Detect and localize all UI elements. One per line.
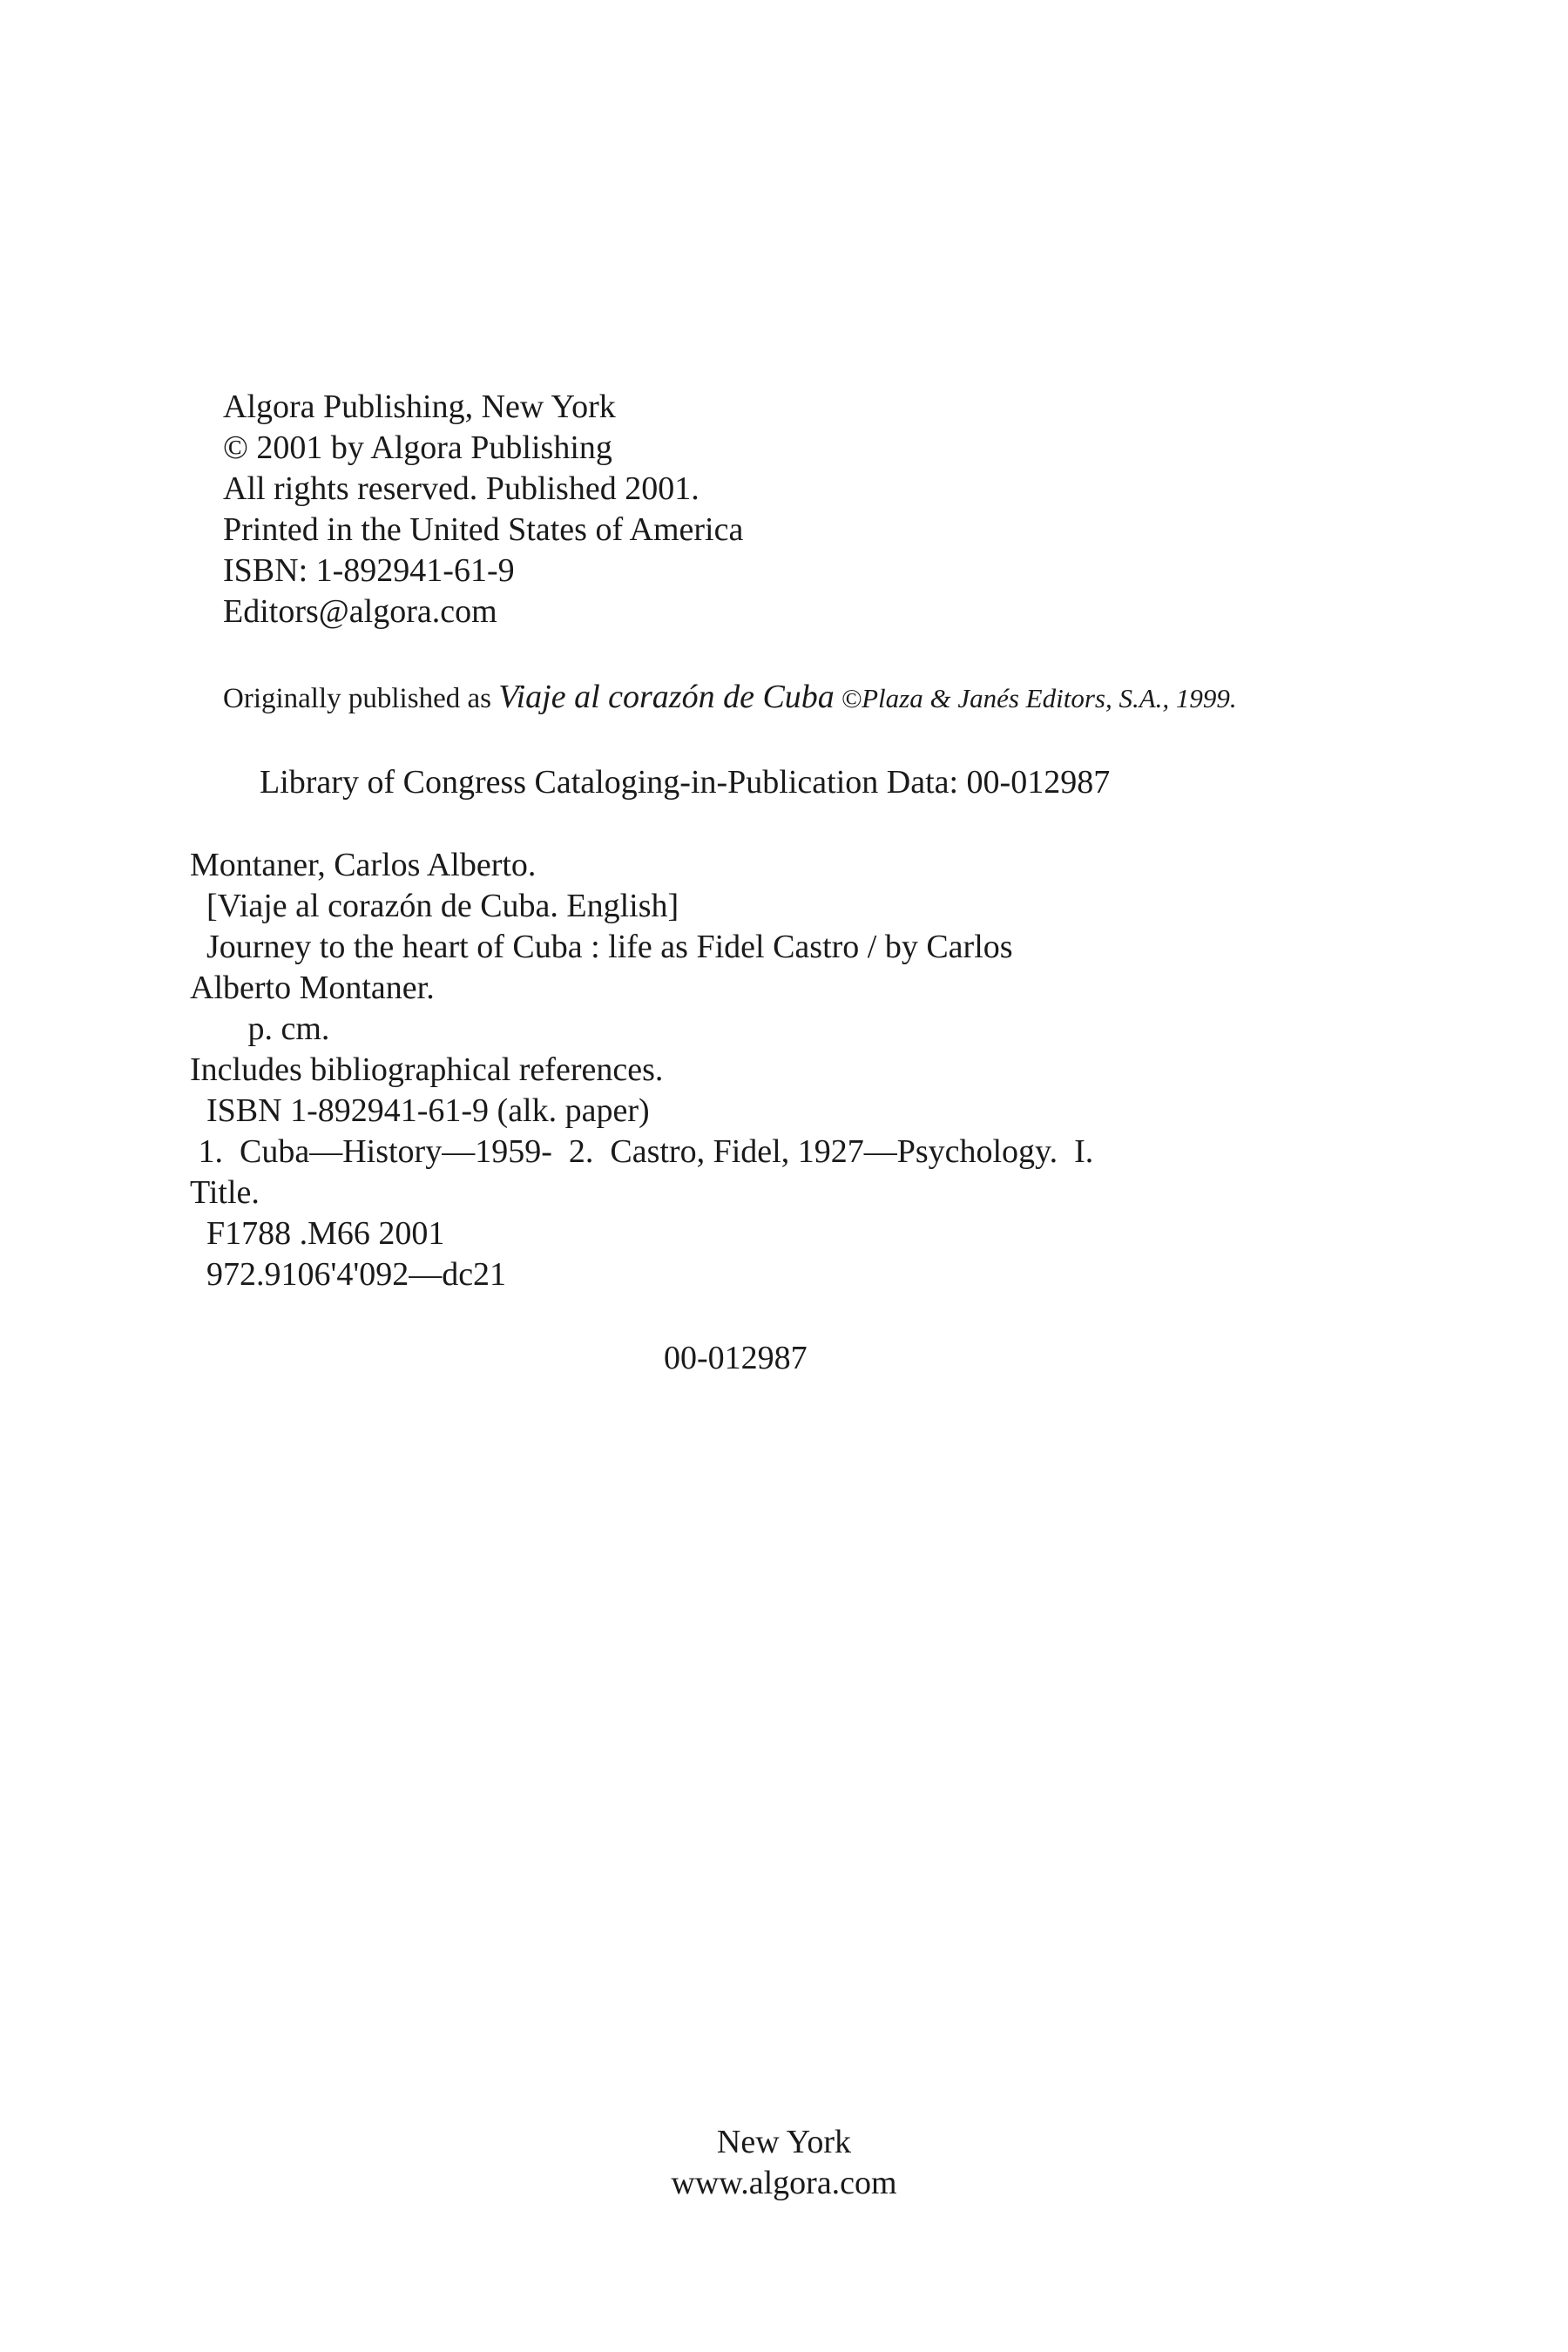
cip-line: Includes bibliographical references. xyxy=(190,1051,664,1088)
copyright-line: © 2001 by Algora Publishing xyxy=(223,429,612,466)
footer-city: New York xyxy=(716,2124,852,2160)
footer-website: www.algora.com xyxy=(671,2165,897,2201)
original-publisher-credit: ©Plaza & Janés Editors, S.A., 1999. xyxy=(834,683,1237,713)
cip-line: ISBN 1-892941-61-9 (alk. paper) xyxy=(190,1092,650,1129)
cip-header: Library of Congress Cataloging-in-Publication Data: 00-012987 xyxy=(260,764,1111,801)
cip-line: Alberto Montaner. xyxy=(190,970,435,1006)
cip-line: 1. Cuba—History—1959- 2. Castro, Fidel, 1927—Psychology. I. xyxy=(190,1133,1094,1170)
cip-line: Montaner, Carlos Alberto. xyxy=(190,847,537,883)
cip-line: Title. xyxy=(190,1174,260,1211)
original-title: Viaje al corazón de Cuba xyxy=(498,679,835,715)
cip-line: p. cm. xyxy=(190,1010,330,1047)
record-number: 00-012987 xyxy=(664,1340,808,1376)
email-line: Editors@algora.com xyxy=(223,593,497,630)
cip-line: F1788 .M66 2001 xyxy=(190,1215,445,1252)
cip-line: [Viaje al corazón de Cuba. English] xyxy=(190,888,679,924)
publisher-line: Algora Publishing, New York xyxy=(223,389,616,425)
cip-line: 972.9106'4'092—dc21 xyxy=(190,1256,507,1293)
original-publication-note xyxy=(223,679,1237,716)
cip-line: Journey to the heart of Cuba : life as Fidel Castro / by Carlos xyxy=(190,929,1013,965)
rights-line: All rights reserved. Published 2001. xyxy=(223,470,700,507)
original-publication-prefix: Originally published as xyxy=(223,683,499,714)
isbn-line: ISBN: 1-892941-61-9 xyxy=(223,552,515,589)
printed-line: Printed in the United States of America xyxy=(223,511,744,548)
